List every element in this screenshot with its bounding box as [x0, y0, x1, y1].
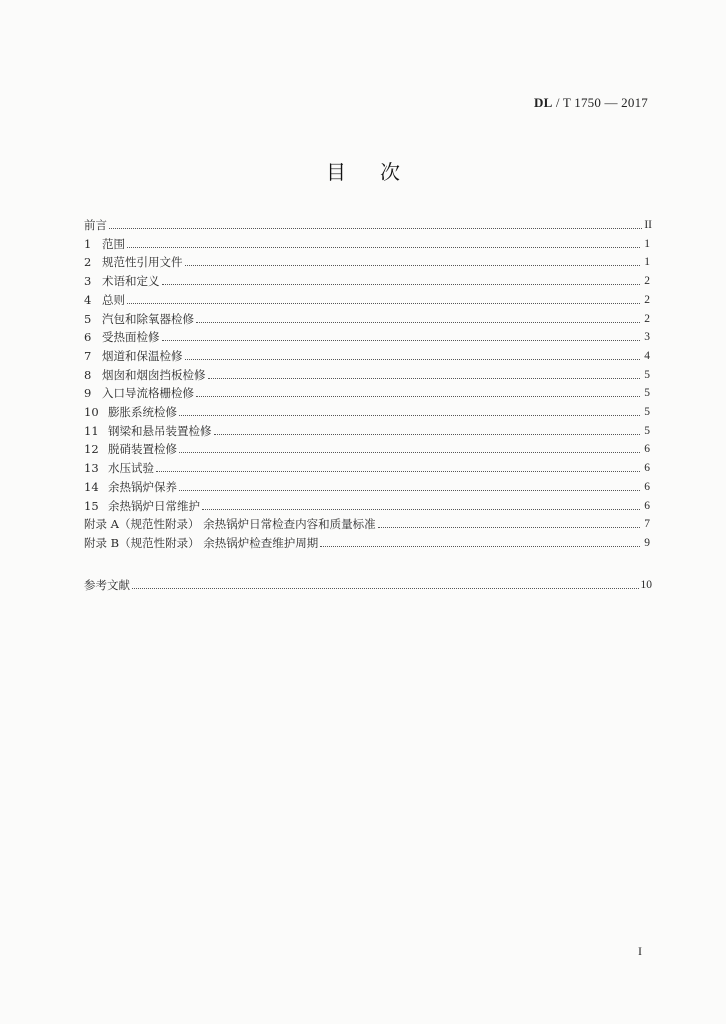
- toc-entry-label: 前言: [84, 218, 107, 232]
- standard-code-prefix: DL: [533, 95, 553, 110]
- toc-entry-label: 脱硝装置检修: [108, 442, 177, 457]
- toc-entry-page: 5: [644, 424, 650, 437]
- toc-entry-number: 10: [84, 405, 99, 419]
- toc-entry-label: 汽包和除氧器检修: [102, 311, 194, 326]
- dot-leader: [378, 526, 640, 528]
- toc-entry-label: 余热锅炉日常维护: [108, 498, 200, 513]
- dot-leader: [132, 587, 639, 589]
- toc-entry-appendix-b[interactable]: [84, 534, 650, 552]
- dot-leader: [214, 433, 641, 435]
- toc-entry-label: 入口导流格栅检修: [102, 386, 194, 401]
- dot-leader: [196, 395, 640, 397]
- dot-leader: [320, 545, 640, 547]
- page-title: 目次: [326, 160, 434, 184]
- dot-leader: [156, 470, 640, 472]
- dot-leader: [196, 321, 640, 323]
- toc-entry[interactable]: [84, 497, 650, 515]
- toc-entry-page: 6: [644, 443, 650, 456]
- toc-entry-label: 受热面检修: [102, 330, 160, 345]
- toc-entry[interactable]: [84, 478, 650, 496]
- toc-entry-page: 1: [644, 237, 650, 250]
- toc-entry-page: 1: [644, 256, 650, 269]
- toc-entry-number: 14: [84, 479, 99, 494]
- toc-entry-page: 2: [644, 312, 650, 325]
- toc-entry-number: 3: [84, 274, 92, 289]
- toc-entry[interactable]: [84, 291, 650, 309]
- dot-leader: [162, 339, 641, 341]
- dot-leader: [109, 227, 642, 229]
- dot-leader: [179, 489, 640, 491]
- dot-leader: [185, 358, 641, 360]
- toc-entry-foreword[interactable]: [84, 216, 652, 234]
- toc-entry-label: 术语和定义: [102, 274, 160, 289]
- toc-entry[interactable]: [84, 253, 650, 271]
- dot-leader: [127, 246, 640, 248]
- toc-entry-page: 3: [644, 331, 650, 344]
- toc-entry[interactable]: [84, 384, 650, 402]
- toc-entry[interactable]: [84, 422, 650, 440]
- toc-entry-number: 2: [84, 255, 92, 270]
- toc-entry-label: 规范性引用文件: [102, 255, 183, 270]
- toc-entry[interactable]: [84, 459, 650, 477]
- dot-leader: [202, 508, 640, 510]
- dot-leader: [179, 451, 640, 453]
- toc-entry-page: 7: [644, 518, 650, 531]
- toc-entry-number: 6: [84, 330, 92, 345]
- dot-leader: [179, 414, 640, 416]
- toc-entry-number: 11: [84, 423, 99, 438]
- toc-entry-label: 附录 B（规范性附录） 余热锅炉检查维护周期: [84, 535, 319, 550]
- toc-entry-page: 5: [644, 387, 650, 400]
- dot-leader: [185, 264, 641, 266]
- toc-entry-page: 9: [644, 536, 650, 549]
- toc-entry-label: 水压试验: [108, 461, 154, 476]
- toc-entry-page: 2: [644, 275, 650, 288]
- dot-leader: [127, 302, 640, 304]
- toc-entry-label: 附录 A（规范性附录） 余热锅炉日常检查内容和质量标准: [84, 517, 376, 532]
- toc-entry-bibliography[interactable]: [84, 576, 652, 594]
- toc-entry-number: 15: [84, 498, 99, 513]
- dot-leader: [162, 283, 641, 285]
- toc-entry-page: 4: [644, 349, 650, 362]
- toc-entry-number: 13: [84, 461, 99, 476]
- toc-entry-label: 总则: [102, 292, 125, 307]
- toc-entry-label: 参考文献: [84, 577, 130, 592]
- toc-entry[interactable]: [84, 235, 650, 253]
- toc-entry-page: 6: [644, 462, 650, 475]
- toc-entry-number: 8: [84, 367, 92, 382]
- toc-entry-page: 10: [640, 578, 652, 591]
- standard-code-rest: / T 1750 — 2017: [552, 95, 648, 110]
- toc-entry-label: 余热锅炉保养: [108, 479, 177, 494]
- toc-entry[interactable]: [84, 272, 650, 290]
- page-number: I: [638, 944, 642, 958]
- toc-entry-page: 2: [644, 293, 650, 306]
- toc-entry-label: 烟囱和烟囱挡板检修: [102, 367, 206, 382]
- toc-entry[interactable]: [84, 403, 650, 421]
- toc-entry[interactable]: [84, 366, 650, 384]
- toc-entry[interactable]: [84, 328, 650, 346]
- toc-entry-page: 5: [644, 368, 650, 381]
- toc-entry-label: 烟道和保温检修: [102, 348, 183, 363]
- toc-entry-number: 5: [84, 311, 92, 326]
- standard-code: [534, 95, 648, 111]
- toc-entry-number: 4: [84, 292, 92, 307]
- toc-entry-appendix-a[interactable]: [84, 515, 650, 533]
- dot-leader: [208, 377, 641, 379]
- toc-entry-label: 钢梁和悬吊装置检修: [108, 423, 212, 438]
- toc-entry-number: 12: [84, 442, 99, 457]
- toc-entry-page: 5: [644, 406, 650, 418]
- toc-entry-number: 7: [84, 348, 92, 363]
- toc-entry-number: 1: [84, 236, 92, 251]
- toc-entry[interactable]: [84, 310, 650, 328]
- toc-entry-label: 膨胀系统检修: [108, 405, 177, 419]
- toc-entry-page: II: [644, 219, 652, 231]
- toc-entry-page: 6: [644, 480, 650, 493]
- toc-entry-page: 6: [644, 499, 650, 512]
- toc-entry[interactable]: [84, 440, 650, 458]
- toc-entry[interactable]: [84, 347, 650, 365]
- toc-entry-label: 范围: [102, 236, 125, 251]
- toc-entry-number: 9: [84, 386, 92, 401]
